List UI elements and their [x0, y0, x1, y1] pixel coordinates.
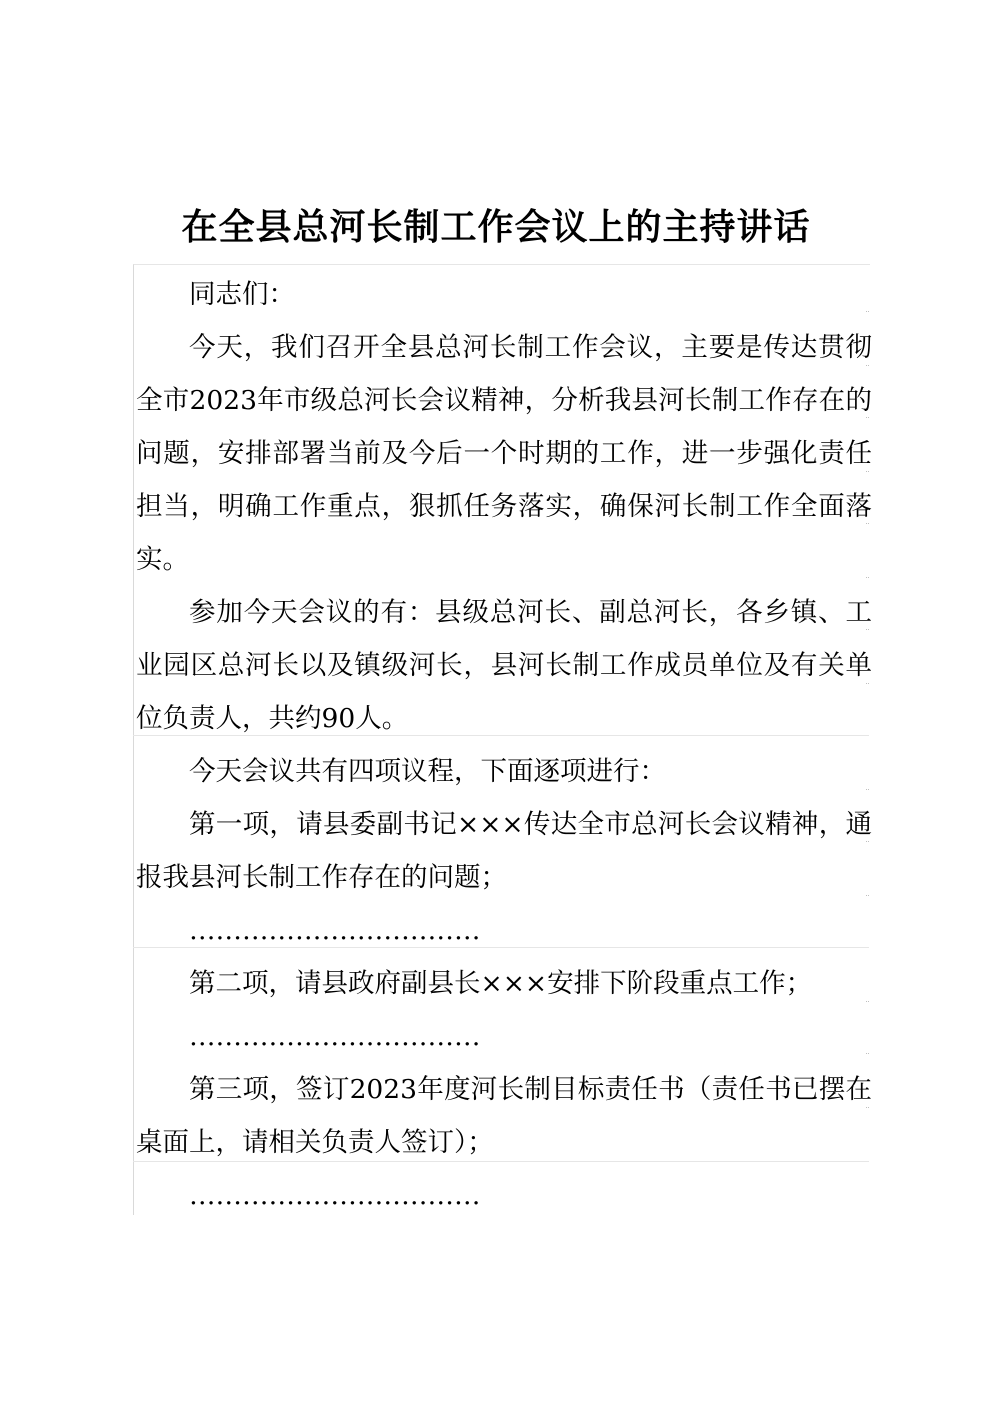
agenda-item-3: 第三项，签订2023年度河长制目标责任书（责任书已摆在桌面上，请相关负责人签订）；: [136, 1074, 872, 1158]
page-title: 在全县总河长制工作会议上的主持讲话: [181, 207, 811, 249]
agenda-item-2: 第二项，请县政府副县长×××安排下阶段重点工作；: [189, 968, 813, 999]
ellipsis-line: ……………………………: [189, 915, 481, 946]
ellipsis-line: ……………………………: [189, 1180, 481, 1211]
paragraph-agenda: 今天会议共有四项议程，下面逐项进行：: [189, 756, 666, 787]
salutation: 同志们：: [189, 279, 295, 310]
agenda-item-1: 第一项，请县委副书记×××传达全市总河长会议精神，通报我县河长制工作存在的问题；: [136, 809, 872, 893]
paragraph-attendees: 参加今天会议的有：县级总河长、副总河长，各乡镇、工业园区总河长以及镇级河长，县河长制工作成员单位及有关单位负责人，共约90人。: [136, 597, 872, 734]
ellipsis-line: ……………………………: [189, 1021, 481, 1052]
paragraph-intro: 今天，我们召开全县总河长制工作会议，主要是传达贯彻全市2023年市级总河长会议精神，分析我县河长制工作存在的问题，安排部署当前及今后一个时期的工作，进一步强化责任担当，明确工作重点，狠抓任务落实，确保河长制工作全面落实。: [136, 332, 872, 575]
